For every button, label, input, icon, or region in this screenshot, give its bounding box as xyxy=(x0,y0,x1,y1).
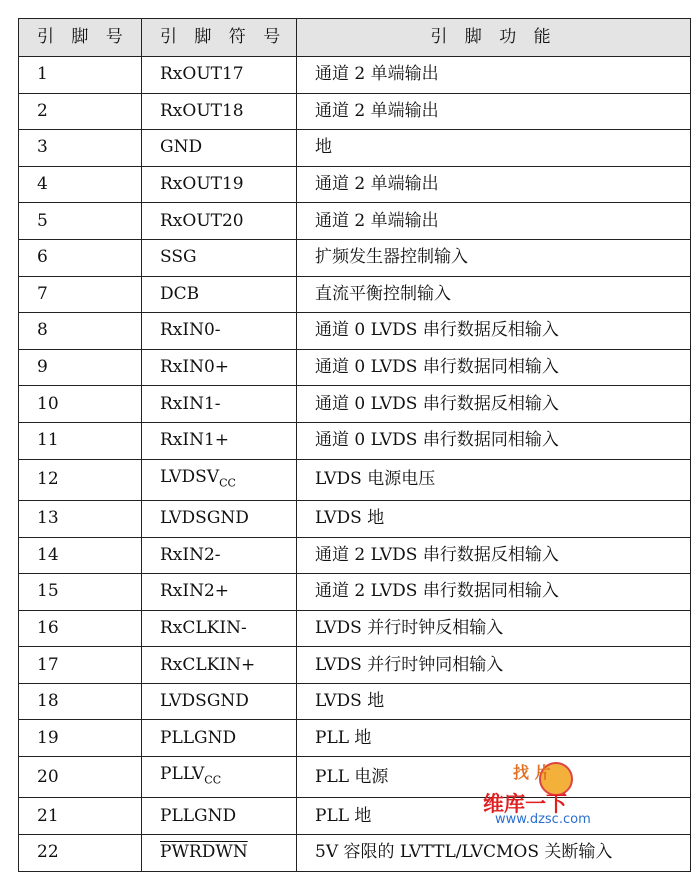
pin-symbol xyxy=(142,276,297,313)
pin-symbol xyxy=(142,93,297,130)
pin-number: 4 xyxy=(19,166,142,203)
pin-symbol xyxy=(142,57,297,94)
pin-number: 14 xyxy=(19,537,142,574)
pin-function: 通道 2 单端输出 xyxy=(297,57,691,94)
pin-symbol-text: LVDSGND xyxy=(160,691,249,712)
pin-function: LVDS 地 xyxy=(297,500,691,537)
pin-symbol-subscript: CC xyxy=(219,475,236,489)
pin-symbol xyxy=(142,349,297,386)
pin-symbol xyxy=(142,203,297,240)
pin-symbol xyxy=(142,683,297,720)
pin-symbol-text: RxIN0- xyxy=(160,320,221,341)
pin-number: 3 xyxy=(19,130,142,167)
table-row xyxy=(19,349,691,386)
pin-function: 通道 2 LVDS 串行数据反相输入 xyxy=(297,537,691,574)
pin-symbol-text: PLLGND xyxy=(160,727,237,748)
pin-symbol xyxy=(142,422,297,459)
pin-number: 20 xyxy=(19,757,142,798)
pin-number: 13 xyxy=(19,500,142,537)
table-row xyxy=(19,422,691,459)
pin-symbol-text: RxIN1+ xyxy=(160,430,230,451)
pin-function: 通道 2 LVDS 串行数据同相输入 xyxy=(297,574,691,611)
pin-function: 通道 0 LVDS 串行数据同相输入 xyxy=(297,349,691,386)
pin-symbol xyxy=(142,757,297,798)
table-row xyxy=(19,239,691,276)
pin-symbol xyxy=(142,835,297,872)
pin-function: PLL 地 xyxy=(297,720,691,757)
pin-symbol-text: PWRDWN xyxy=(160,842,248,863)
table-row xyxy=(19,574,691,611)
pin-symbol-text: RxIN1- xyxy=(160,393,221,414)
pin-number: 12 xyxy=(19,459,142,500)
watermark-middle-text: 维库一下 xyxy=(483,792,567,816)
pin-function: 通道 0 LVDS 串行数据同相输入 xyxy=(297,422,691,459)
pin-symbol-text: RxOUT19 xyxy=(160,174,244,195)
pin-function: 通道 0 LVDS 串行数据反相输入 xyxy=(297,386,691,423)
pin-function: PLL 电源 xyxy=(297,757,691,798)
pin-function: LVDS 地 xyxy=(297,683,691,720)
table-row xyxy=(19,57,691,94)
pin-function: PLL 地 xyxy=(297,798,691,835)
table-row xyxy=(19,459,691,500)
pin-function: 通道 2 单端输出 xyxy=(297,203,691,240)
table-row xyxy=(19,203,691,240)
pin-symbol xyxy=(142,537,297,574)
table-row xyxy=(19,683,691,720)
header-row xyxy=(19,19,691,57)
pin-number: 9 xyxy=(19,349,142,386)
pin-symbol-text: LVDSGND xyxy=(160,508,249,529)
pin-number: 8 xyxy=(19,313,142,350)
pin-symbol xyxy=(142,610,297,647)
pin-number: 5 xyxy=(19,203,142,240)
pin-number: 11 xyxy=(19,422,142,459)
pin-symbol xyxy=(142,459,297,500)
pin-number: 10 xyxy=(19,386,142,423)
pin-symbol-text: RxCLKIN+ xyxy=(160,654,256,675)
pin-symbol-text: RxOUT18 xyxy=(160,100,244,121)
table-row xyxy=(19,386,691,423)
table-row xyxy=(19,276,691,313)
watermark-url: www.dzsc.com xyxy=(495,812,591,827)
pin-function: LVDS 并行时钟同相输入 xyxy=(297,647,691,684)
pin-number: 17 xyxy=(19,647,142,684)
table-row xyxy=(19,500,691,537)
pin-symbol xyxy=(142,130,297,167)
pin-function-table xyxy=(18,18,691,872)
pin-symbol xyxy=(142,798,297,835)
pin-function: 5V 容限的 LVTTL/LVCMOS 关断输入 xyxy=(297,835,691,872)
pin-number: 2 xyxy=(19,93,142,130)
header-pin-function: 引 脚 功 能 xyxy=(297,19,691,57)
table-row xyxy=(19,537,691,574)
pin-number: 18 xyxy=(19,683,142,720)
pin-function: LVDS 电源电压 xyxy=(297,459,691,500)
table-row xyxy=(19,130,691,167)
table-row xyxy=(19,720,691,757)
pin-symbol-text: GND xyxy=(160,137,203,158)
header-pin-symbol: 引 脚 符 号 xyxy=(142,19,297,57)
pin-symbol-text: RxIN2- xyxy=(160,544,221,565)
pin-symbol-text: PLLV xyxy=(160,764,205,785)
pin-symbol-text: DCB xyxy=(160,283,200,304)
pin-symbol xyxy=(142,500,297,537)
table-row xyxy=(19,93,691,130)
pin-symbol-text: SSG xyxy=(160,247,197,268)
table-row xyxy=(19,166,691,203)
pin-symbol xyxy=(142,239,297,276)
pin-number: 7 xyxy=(19,276,142,313)
watermark-logo xyxy=(483,760,633,830)
pin-symbol xyxy=(142,720,297,757)
pin-number: 1 xyxy=(19,57,142,94)
watermark-top-text: 找 片 xyxy=(513,763,551,782)
pin-function: 通道 2 单端输出 xyxy=(297,166,691,203)
pin-function: 通道 2 单端输出 xyxy=(297,93,691,130)
pin-function: 直流平衡控制输入 xyxy=(297,276,691,313)
pin-number: 19 xyxy=(19,720,142,757)
pin-symbol-text: PLLGND xyxy=(160,805,237,826)
pin-function: 地 xyxy=(297,130,691,167)
pin-symbol-text: LVDSV xyxy=(160,466,220,487)
pin-number: 15 xyxy=(19,574,142,611)
pin-symbol-text: RxOUT17 xyxy=(160,64,244,85)
pin-function: 通道 0 LVDS 串行数据反相输入 xyxy=(297,313,691,350)
table-row xyxy=(19,610,691,647)
pin-symbol-text: RxIN0+ xyxy=(160,357,230,378)
table-row xyxy=(19,647,691,684)
pin-symbol-subscript: CC xyxy=(204,773,222,787)
pin-symbol xyxy=(142,166,297,203)
header-pin-number: 引 脚 号 xyxy=(19,19,142,57)
pin-symbol xyxy=(142,386,297,423)
pin-symbol xyxy=(142,647,297,684)
pin-function: LVDS 并行时钟反相输入 xyxy=(297,610,691,647)
pin-symbol-text: RxOUT20 xyxy=(160,210,244,231)
table-row xyxy=(19,313,691,350)
table-row xyxy=(19,835,691,872)
pin-symbol-text: RxCLKIN- xyxy=(160,618,247,638)
pin-symbol-text: RxIN2+ xyxy=(160,581,230,602)
pin-number: 22 xyxy=(19,835,142,872)
pin-symbol xyxy=(142,313,297,350)
pin-number: 6 xyxy=(19,239,142,276)
pin-number: 21 xyxy=(19,798,142,835)
pin-symbol xyxy=(142,574,297,611)
pin-number: 16 xyxy=(19,610,142,647)
pin-function: 扩频发生器控制输入 xyxy=(297,239,691,276)
